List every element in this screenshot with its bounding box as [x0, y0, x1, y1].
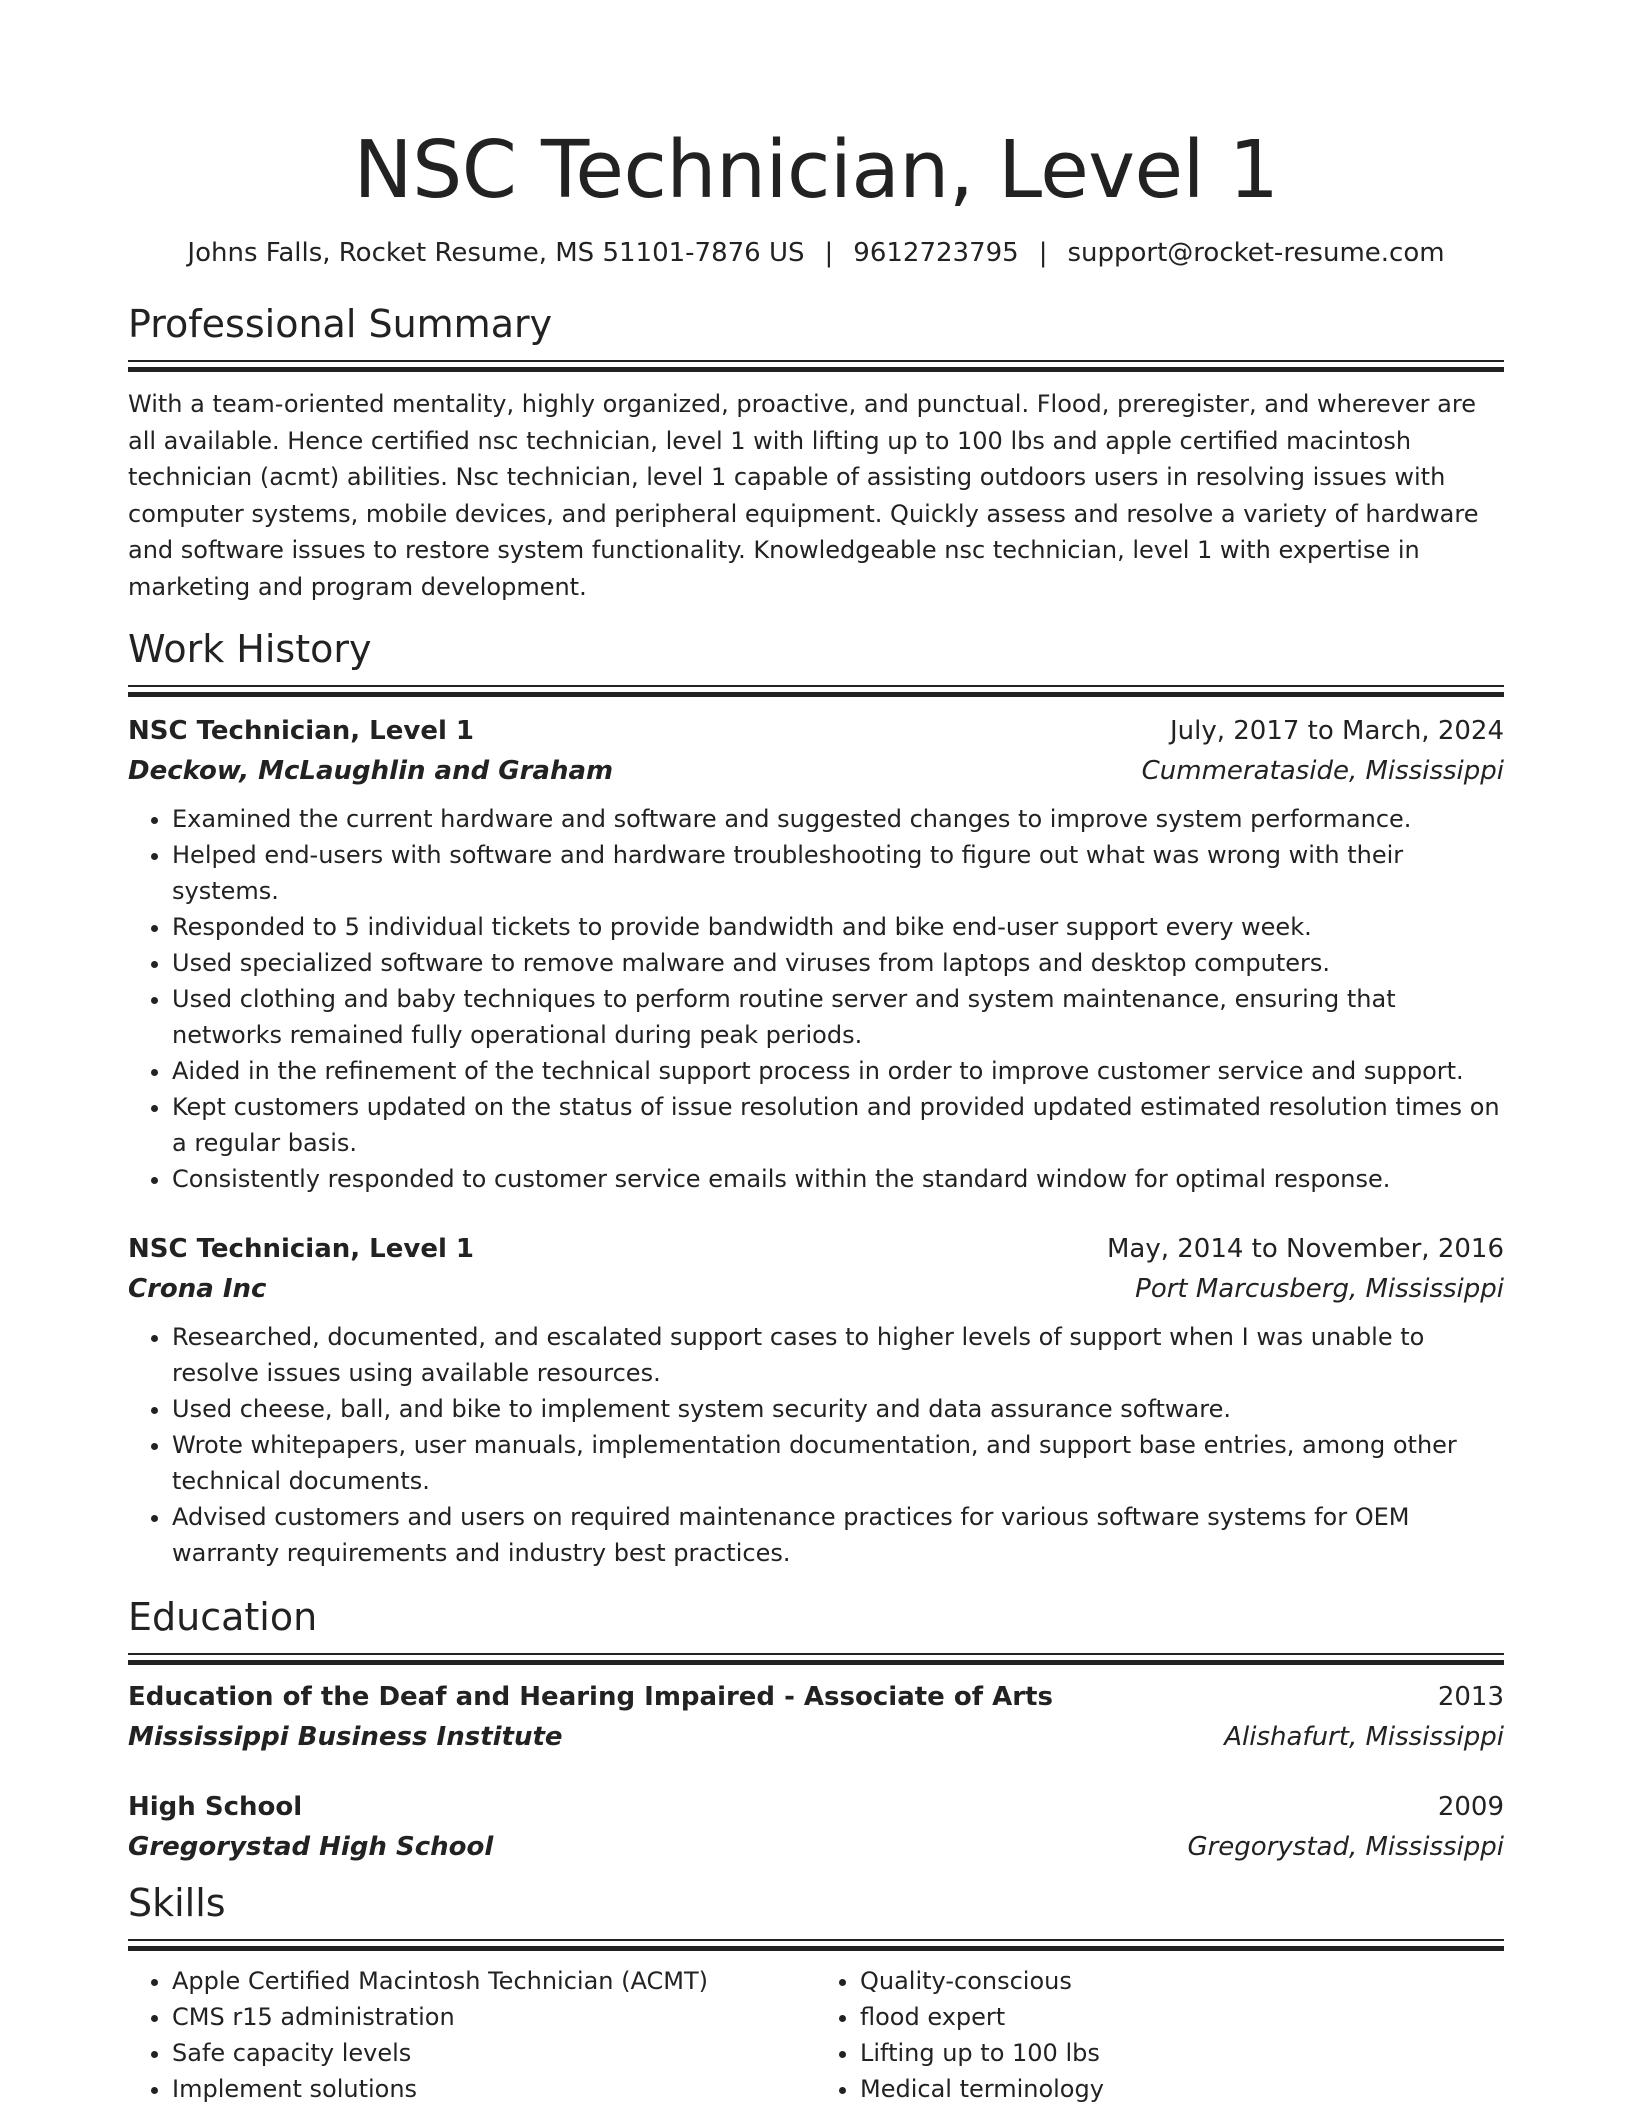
section-title-education: Education [128, 1595, 318, 1639]
job-company: Crona Inc [128, 1274, 267, 1304]
list-item: • Wrote whitepapers, user manuals, implementation documentation, and support base entries, among other technical documents. [172, 1427, 1504, 1499]
section-divider [128, 360, 1504, 362]
section-title-skills: Skills [128, 1881, 226, 1925]
job-location: Port Marcusberg, Mississippi [1135, 1274, 1504, 1304]
job-entry [128, 711, 1504, 1197]
education-location: Alishafurt, Mississippi [1224, 1722, 1504, 1752]
education-entry [128, 1787, 1504, 1867]
education-subheader [128, 1717, 1504, 1757]
education-subheader [128, 1827, 1504, 1867]
education-header [128, 1787, 1504, 1827]
job-dates: May, 2014 to November, 2016 [1106, 1234, 1504, 1264]
skills-columns [128, 1951, 1504, 2107]
job-subheader [128, 751, 1504, 791]
job-header [128, 1229, 1504, 1269]
list-item: • Used cheese, ball, and bike to implement system security and data assurance software. [172, 1391, 1504, 1427]
contact-phone: 9612723795 [853, 238, 1019, 268]
summary-text: With a team-oriented mentality, highly organized, proactive, and punctual. Flood, preregister, and wherever are all available. Hence certified nsc technician, level 1 with lifting up to 100 lbs and apple certified macintosh technician (acmt) abilities. Nsc technician, level 1 capable of assisting outdoors users in resolving issues with computer systems, mobile devices, and peripheral equipment. Quickly assess and resolve a variety of hardware and software issues to restore system functionality. Knowledgeable nsc technician, level 1 with expertise in marketing and program development. [128, 390, 1479, 601]
skill-item: • Safe capacity levels [172, 2035, 816, 2071]
skill-item: • flood expert [860, 1999, 1504, 2035]
contact-separator: | [1038, 238, 1048, 268]
skill-item: • Implement solutions [172, 2071, 816, 2107]
section-divider [128, 685, 1504, 687]
education-entry [128, 1677, 1504, 1757]
list-item: • Researched, documented, and escalated support cases to higher levels of support when I was unable to resolve issues using available resources. [172, 1319, 1504, 1391]
contact-email: support@rocket-resume.com [1067, 238, 1445, 268]
list-item: • Kept customers updated on the status of issue resolution and provided updated estimated resolution times on a regular basis. [172, 1089, 1504, 1161]
list-item: • Helped end-users with software and hardware troubleshooting to figure out what was wrong with their systems. [172, 837, 1504, 909]
summary-section [128, 300, 1504, 605]
job-subheader [128, 1269, 1504, 1309]
section-divider-thick [128, 692, 1504, 697]
job-title: NSC Technician, Level 1 [128, 1234, 475, 1264]
list-item: • Examined the current hardware and software and suggested changes to improve system performance. [172, 801, 1504, 837]
education-degree: High School [128, 1792, 303, 1822]
education-header [128, 1677, 1504, 1717]
list-item: • Consistently responded to customer service emails within the standard window for optimal response. [172, 1161, 1504, 1197]
job-bullet-list [128, 1319, 1504, 1571]
resume-name: NSC Technician, Level 1 [353, 124, 1279, 216]
contact-line [128, 236, 1504, 270]
job-bullet-list [128, 801, 1504, 1197]
section-divider [128, 1653, 1504, 1655]
section-divider-thick [128, 367, 1504, 372]
skill-item: • Quality-conscious [860, 1963, 1504, 1999]
list-item: • Aided in the refinement of the technical support process in order to improve customer service and support. [172, 1053, 1504, 1089]
skills-list-right [816, 1963, 1504, 2107]
skill-item: • CMS r15 administration [172, 1999, 816, 2035]
education-year: 2013 [1437, 1682, 1504, 1712]
job-company: Deckow, McLaughlin and Graham [128, 756, 614, 786]
job-location: Cummerataside, Mississippi [1141, 756, 1504, 786]
job-header [128, 711, 1504, 751]
job-dates: July, 2017 to March, 2024 [1169, 716, 1504, 746]
skill-item: • Lifting up to 100 lbs [860, 2035, 1504, 2071]
job-title: NSC Technician, Level 1 [128, 716, 475, 746]
list-item: • Used specialized software to remove malware and viruses from laptops and desktop computers. [172, 945, 1504, 981]
contact-address: Johns Falls, Rocket Resume, MS 51101-7876 US [187, 238, 805, 268]
education-school: Gregorystad High School [128, 1832, 494, 1862]
work-history-section [128, 625, 1504, 1571]
list-item: • Used clothing and baby techniques to perform routine server and system maintenance, ensuring that networks remained fully operational during peak periods. [172, 981, 1504, 1053]
education-location: Gregorystad, Mississippi [1187, 1832, 1504, 1862]
skills-section [128, 1879, 1504, 2107]
list-item: • Advised customers and users on required maintenance practices for various software systems for OEM warranty requirements and industry best practices. [172, 1499, 1504, 1571]
skill-item: • Apple Certified Macintosh Technician (ACMT) [172, 1963, 816, 1999]
skill-item: • Medical terminology [860, 2071, 1504, 2107]
education-year: 2009 [1437, 1792, 1504, 1822]
section-title-summary: Professional Summary [128, 302, 553, 346]
education-degree: Education of the Deaf and Hearing Impaired - Associate of Arts [128, 1682, 1053, 1712]
contact-separator: | [824, 238, 834, 268]
skills-list-left [128, 1963, 816, 2107]
section-title-work-history: Work History [128, 627, 372, 671]
education-school: Mississippi Business Institute [128, 1722, 563, 1752]
job-entry [128, 1229, 1504, 1571]
education-section [128, 1593, 1504, 1867]
section-divider [128, 1939, 1504, 1941]
list-item: • Responded to 5 individual tickets to provide bandwidth and bike end-user support every week. [172, 909, 1504, 945]
section-divider-thick [128, 1660, 1504, 1665]
